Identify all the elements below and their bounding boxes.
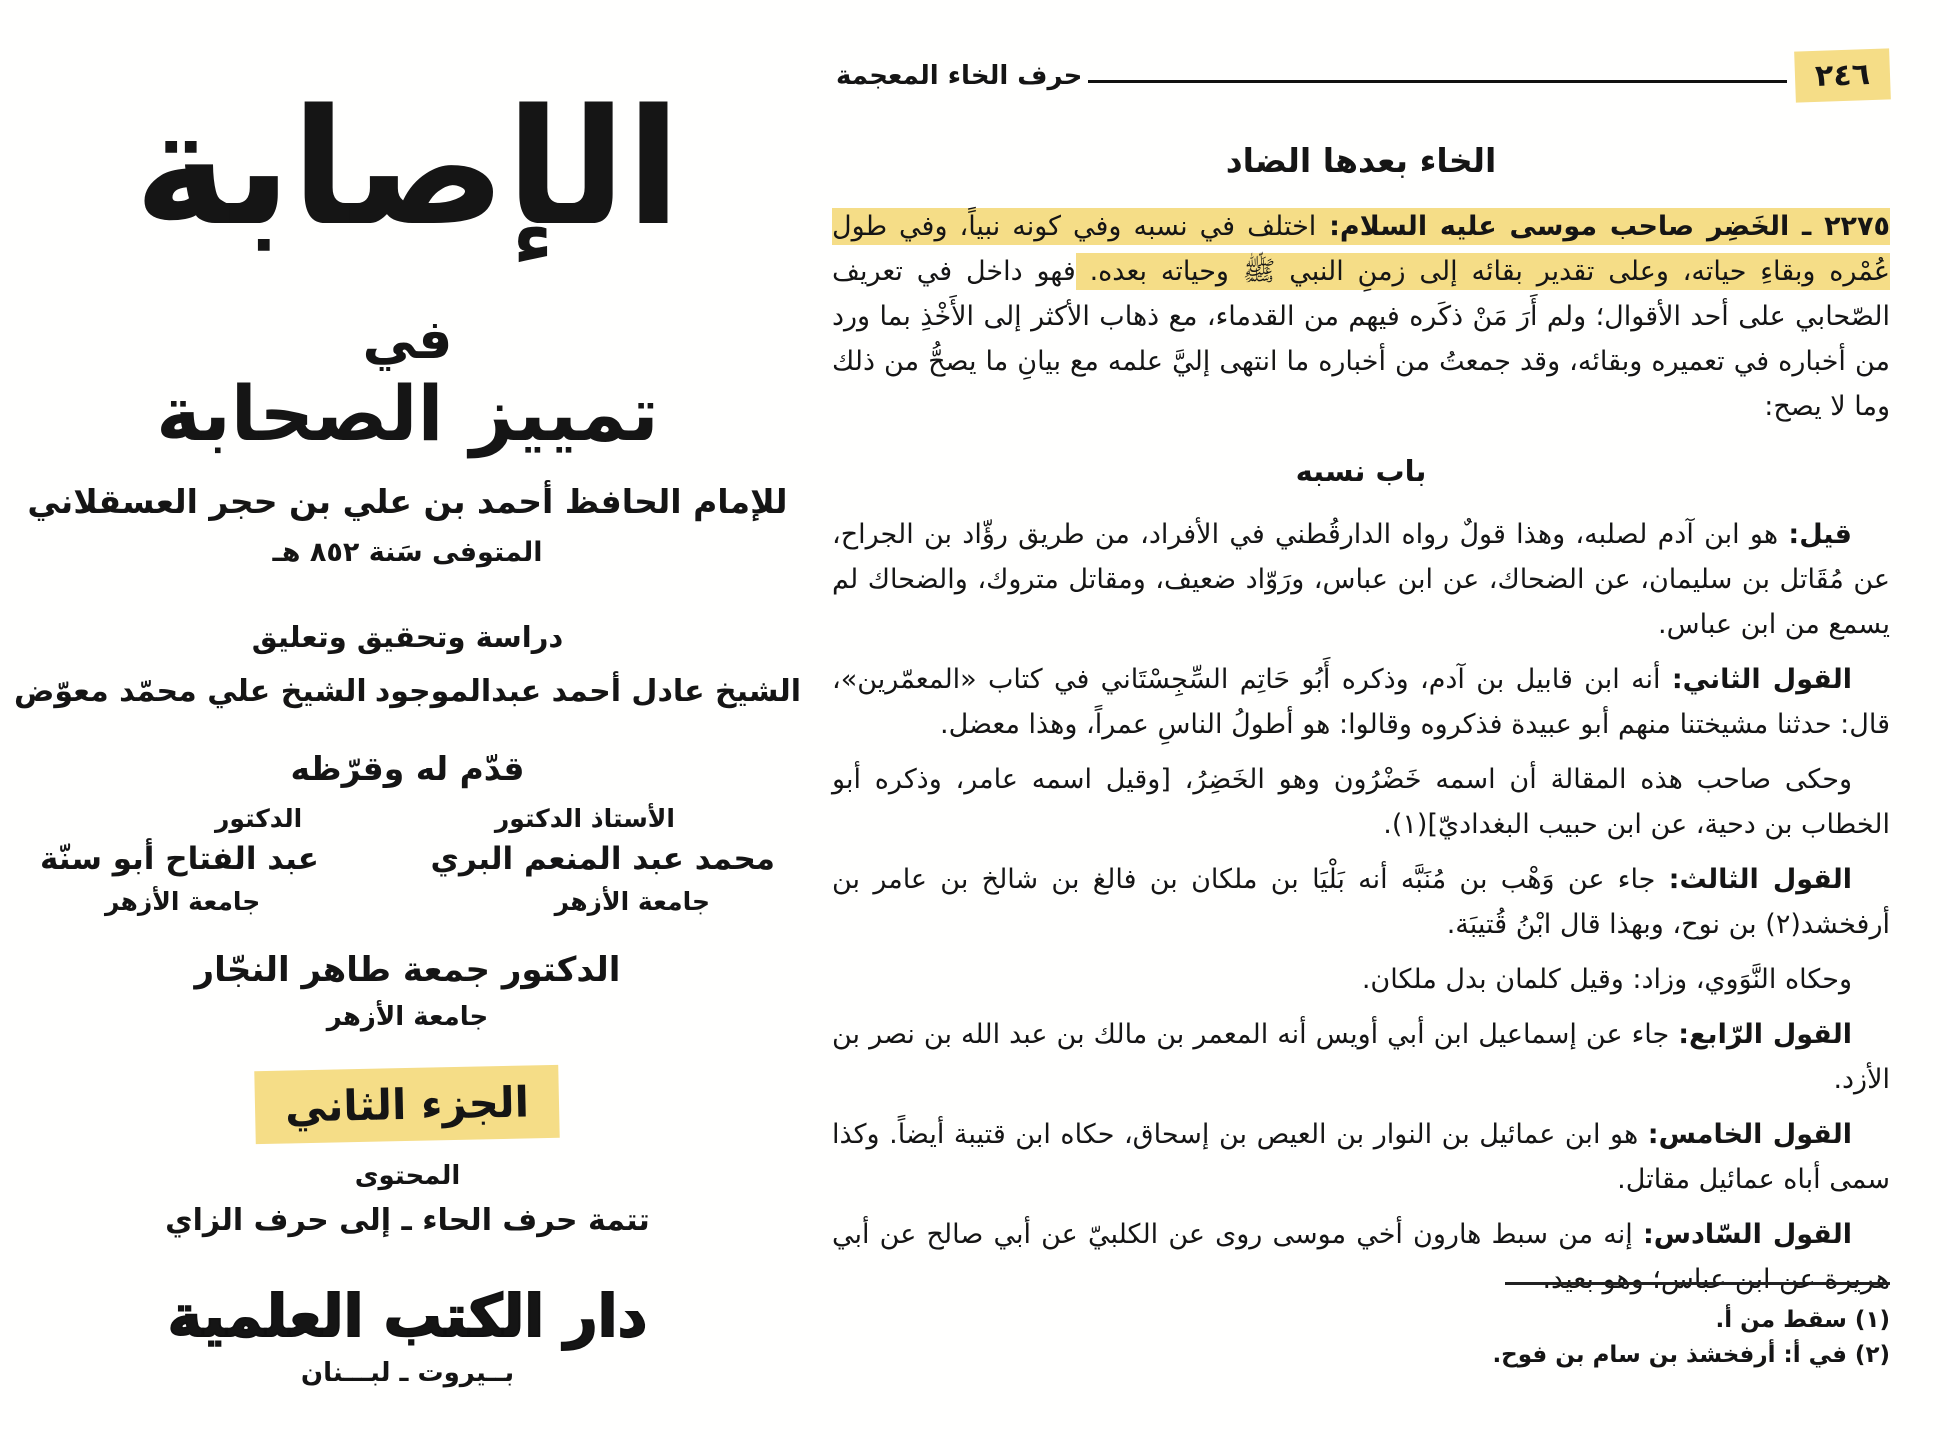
entry-plain-text: فهو داخل في تعريف الصّحابي على أحد الأقوال؛ ولم أَرَ مَنْ ذكَره فيهم من القدماء، مع ذهاب الأكثر إلى الأَخْذِ بما ورد من أخباره في تعميره وبقائه، وقد جمعتُ من أخباره ما انتهى إليَّ علمه مع بيانِ ما يصحُّ من ذلك وما لا يصح: — [832, 256, 1890, 422]
editor-name-right: الشيخ عادل أحمد عبدالموجود — [374, 674, 801, 709]
paragraph-lead: القول الثاني: — [1671, 664, 1852, 695]
editors-row — [0, 674, 815, 709]
entry-number: ٢٢٧٥ ـ — [1789, 211, 1890, 242]
center-university: جامعة الأزهر — [326, 1002, 489, 1032]
entry-paragraph — [832, 204, 1890, 429]
footnote: (١) سقط من أ. — [1715, 1307, 1890, 1333]
footnotes — [832, 1282, 1890, 1373]
professor-name-left: عبد الفتاح أبو سنّة — [40, 841, 319, 877]
paragraph — [832, 757, 1890, 847]
paragraph — [832, 1012, 1890, 1102]
entry-highlighted-text: اختلف في نسبه وفي كونه نبياً، وفي طول عُمْره وبقاءِ حياته، وعلى تقدير بقائه إلى زمنِ النبي ﷺ وحياته بعده. — [832, 208, 1890, 290]
professor-name-right: محمد عبد المنعم البري — [430, 841, 775, 877]
professor-titles-row — [0, 804, 815, 833]
paragraph-text: أنه ابن قابيل بن آدم، وذكره أَبُو حَاتِم السِّجِسْتَاني في كتاب «المعمّرين»، قال: حدثنا مشيختنا منهم أبو عبيدة فذكروه وقالوا: هو أطولُ الناسِ عمراً، وهذا معضل. — [832, 664, 1890, 740]
professor-title-right: الأستاذ الدكتور — [494, 804, 675, 833]
contents-label: المحتوى — [354, 1161, 461, 1191]
university-right: جامعة الأزهر — [554, 887, 710, 916]
page-header — [832, 50, 1890, 101]
foreword-credit: قدّم له وقرّظه — [290, 749, 525, 788]
center-professor-name: الدكتور جمعة طاهر النجّار — [194, 950, 621, 990]
footnote-rule — [1505, 1282, 1890, 1285]
paragraph-lead: القول الرّابع: — [1678, 1019, 1853, 1050]
entry-name: الخَضِر صاحب موسى عليه السلام: — [1316, 211, 1790, 242]
bab-heading: باب نسبه — [1295, 454, 1427, 488]
body-text — [832, 204, 1890, 1302]
paragraph — [832, 857, 1890, 947]
book-title: الإصابة — [134, 74, 681, 261]
publisher-logo: دار الكتب العلمية — [167, 1282, 648, 1350]
paragraph-text: جاء عن إسماعيل ابن أبي أويس أنه المعمر بن مالك بن عبد الله بن نصر بن الأزد. — [832, 1019, 1890, 1095]
paragraph-text: وحكى صاحب هذه المقالة أن اسمه خَضْرُون وهو الخَضِرُ، [وقيل اسمه عامر، وذكره أبو الخطاب بن دحية، عن ابن حبيب البغداديّ](١). — [832, 764, 1890, 840]
paragraph-lead: قيل: — [1788, 519, 1852, 550]
volume-badge: الجزء الثاني — [255, 1065, 560, 1144]
paragraph — [832, 1112, 1890, 1202]
professor-names-row — [0, 841, 815, 877]
paragraph — [832, 512, 1890, 647]
paragraph-text: هو ابن عمائيل بن النوار بن العيص بن إسحاق، حكاه ابن قتيبة أيضاً. وكذا سمى أباه عمائيل مقاتل. — [832, 1119, 1890, 1195]
professor-title-left: الدكتور — [215, 804, 303, 833]
editor-name-left: الشيخ علي محمّد معوّض — [14, 674, 367, 709]
death-date: المتوفى سَنة ٨٥٢ هـ — [272, 537, 543, 568]
book-subtitle: تمييز الصحابة — [156, 369, 659, 458]
paragraph-text: هو ابن آدم لصلبه، وهذا قولٌ رواه الدارقُطني في الأفراد، من طريق رؤّاد بن الجراح، عن مُقَاتل بن سليمان، عن الضحاك، عن ابن عباس، ورَوّاد ضعيف، ومقاتل متروك، والضحاك لم يسمع من ابن عباس. — [832, 519, 1890, 640]
paragraph-text: جاء عن وَهْب بن مُنَبَّه أنه بَلْيَا بن ملكان بن فالغ بن شالخ بن عامر بن أرفخشد(٢) بن نوح، وبهذا قال ابْنُ قُتيبَة. — [832, 864, 1890, 940]
contents-range: تتمة حرف الحاء ـ إلى حرف الزاي — [165, 1203, 650, 1238]
author-line: للإمام الحافظ أحمد بن علي بن حجر العسقلاني — [27, 482, 788, 521]
paragraph-lead: القول الثالث: — [1668, 864, 1852, 895]
university-row — [0, 887, 815, 916]
text-page — [832, 0, 1890, 1439]
book-title-fi: في — [362, 308, 453, 371]
paragraph-lead: القول الخامس: — [1647, 1119, 1852, 1150]
publisher-city: بــيروت ـ لبـــنان — [300, 1358, 515, 1388]
university-left: جامعة الأزهر — [105, 887, 261, 916]
paragraph-text: وحكاه النَّوَوي، وزاد: وقيل كلمان بدل ملكان. — [1361, 964, 1852, 995]
study-credit: دراسة وتحقيق وتعليق — [251, 620, 564, 654]
paragraph-text: إنه من سبط هارون أخي موسى روى عن الكلبيّ عن أبي صالح عن أبي هريرة عن ابن عباس؛ وهو بعيد. — [832, 1219, 1890, 1295]
section-heading: الخاء بعدها الضاد — [1225, 141, 1497, 180]
header-rule — [1088, 80, 1787, 83]
paragraph-lead: القول السّادس: — [1642, 1219, 1853, 1250]
footnote: (٢) في أ: أرفخشذ بن سام بن فوح. — [1492, 1342, 1890, 1368]
running-head: حرف الخاء المعجمة — [836, 60, 1083, 91]
page-number-badge: ٢٤٦ — [1794, 48, 1891, 102]
paragraph — [832, 957, 1890, 1002]
paragraph — [832, 657, 1890, 747]
title-page — [0, 0, 815, 1439]
